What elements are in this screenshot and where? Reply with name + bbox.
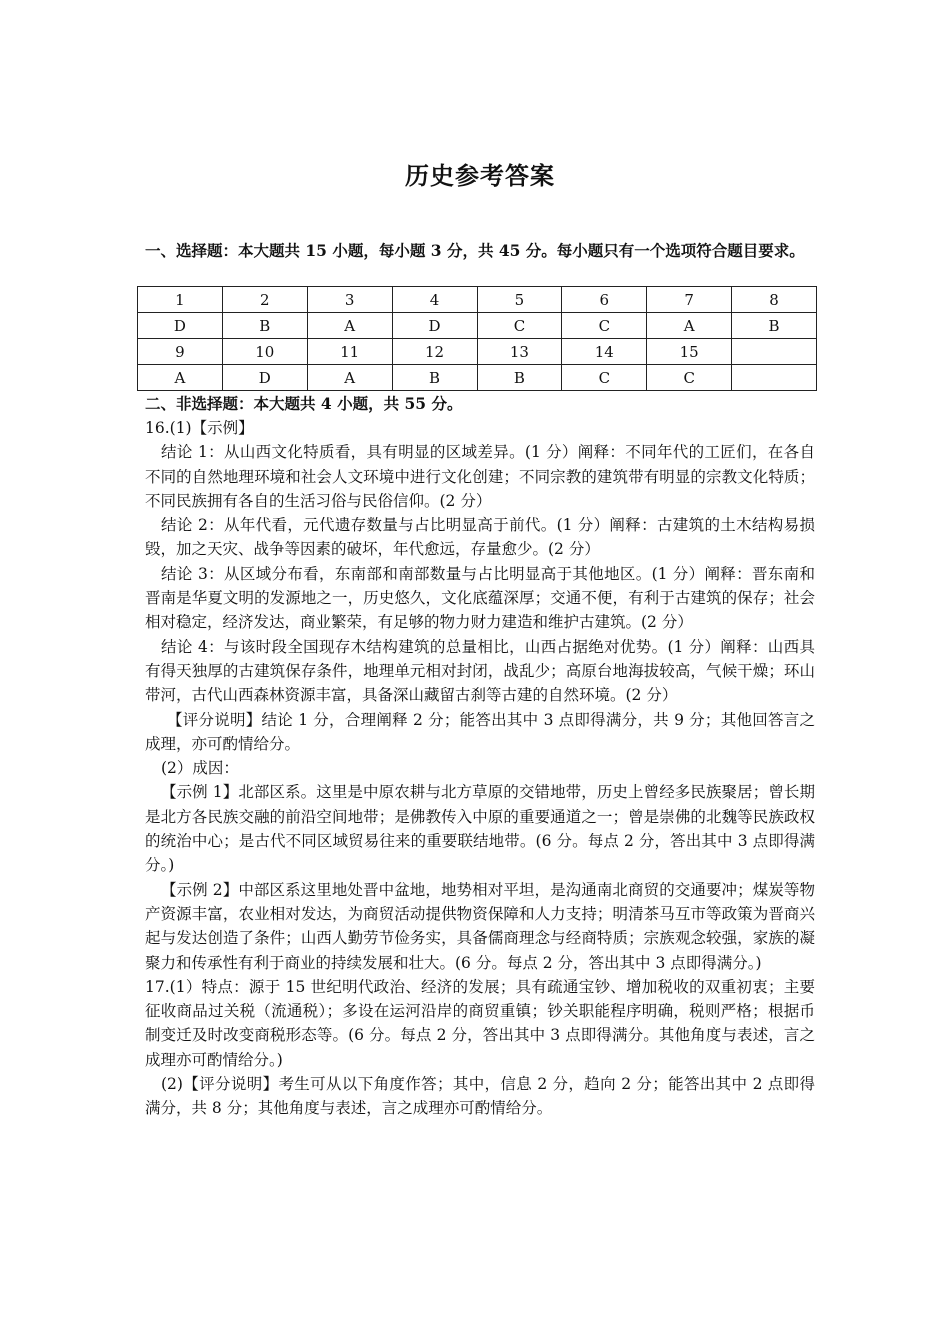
table-cell: B	[477, 365, 562, 391]
answer-table	[137, 286, 817, 391]
table-cell: B	[222, 313, 307, 339]
table-cell: 10	[222, 339, 307, 365]
table-cell: 2	[222, 287, 307, 313]
q16-part2-label: (2）成因：	[161, 759, 239, 778]
table-cell: 9	[138, 339, 223, 365]
q16-example-2: 【示例 2】中部区系这里地处晋中盆地，地势相对平坦，是沟通南北商贸的交通要冲；煤炭等物产资源丰富，农业相对发达，为商贸活动提供物资保障和人力支持；明清茶马互市等政策为晋商兴起与发达创造了条件；山西人勤劳节俭务实，具备儒商理念与经商特质；宗族观念较强，家族的凝聚力和传承性有利于商业的持续发展和壮大。(6 分。每点 2 分，答出其中 3 点即得满分。)	[145, 880, 815, 972]
q16-conclusion-3: 结论 3：从区域分布看，东南部和南部数量与占比明显高于其他地区。(1 分）阐释：晋东南和晋南是华夏文明的发源地之一，历史悠久，文化底蕴深厚；交通不便，有利于古建筑的保存；社会相对稳定，经济发达，商业繁荣，有足够的物力财力建造和维护古建筑。(2 分）	[145, 564, 815, 632]
table-cell	[732, 365, 817, 391]
table-row	[138, 365, 817, 391]
table-cell: C	[647, 365, 732, 391]
table-cell: 12	[392, 339, 477, 365]
table-cell: 8	[732, 287, 817, 313]
q16-conclusion-2: 结论 2：从年代看，元代遗存数量与占比明显高于前代。(1 分）阐释：古建筑的土木结构易损毁，加之天灾、战争等因素的破坏，年代愈远，存量愈少。(2 分）	[145, 516, 815, 559]
table-cell: 11	[307, 339, 392, 365]
table-cell: C	[562, 313, 647, 339]
table-cell: A	[307, 365, 392, 391]
table-cell: 14	[562, 339, 647, 365]
answer-body	[145, 416, 815, 1121]
table-cell: 15	[647, 339, 732, 365]
table-row	[138, 313, 817, 339]
section1-heading: 一、选择题：本大题共 15 小题，每小题 3 分，共 45 分。每小题只有一个选项符合题目要求。	[145, 241, 805, 260]
table-cell: D	[222, 365, 307, 391]
table-cell	[732, 339, 817, 365]
q17-part1: 17.(1）特点：源于 15 世纪明代政治、经济的发展；具有疏通宝钞、增加税收的双重初衷；主要征收商品过关税（流通税）；多设在运河沿岸的商贸重镇；钞关职能程序明确，税则严格；根据币制变迁及时改变商税形态等。(6 分。每点 2 分，答出其中 3 点即得满分。其他角度与表述，言之成理亦可酌情给分。)	[145, 977, 815, 1069]
table-cell: A	[307, 313, 392, 339]
table-cell: 5	[477, 287, 562, 313]
table-cell: 6	[562, 287, 647, 313]
table-cell: 4	[392, 287, 477, 313]
table-cell: 7	[647, 287, 732, 313]
q17-part2: (2)【评分说明】考生可从以下角度作答；其中，信息 2 分，趋向 2 分；能答出其中 2 点即得满分，共 8 分；其他角度与表述，言之成理亦可酌情给分。	[145, 1075, 815, 1118]
table-cell: B	[392, 365, 477, 391]
q16-conclusion-1: 结论 1：从山西文化特质看，具有明显的区域差异。(1 分）阐释：不同年代的工匠们，在各自不同的自然地理环境和社会人文环境中进行文化创建；不同宗教的建筑带有明显的宗教文化特质；不同民族拥有各自的生活习俗与民俗信仰。(2 分）	[145, 443, 815, 510]
section2-heading: 二、非选择题：本大题共 4 小题，共 55 分。	[145, 394, 463, 413]
q16-conclusion-4: 结论 4：与该时段全国现存木结构建筑的总量相比，山西占据绝对优势。(1 分）阐释：山西具有得天独厚的古建筑保存条件，地理单元相对封闭，战乱少；高原台地海拔较高，气候干燥；环山带河，古代山西森林资源丰富，具备深山藏留古刹等古建的自然环境。(2 分）	[145, 637, 815, 705]
table-cell: A	[138, 365, 223, 391]
table-cell: D	[138, 313, 223, 339]
page-title: 历史参考答案	[405, 161, 555, 190]
q16-example-1: 【示例 1】北部区系。这里是中原农耕与北方草原的交错地带，历史上曾经多民族聚居；曾长期是北方各民族交融的前沿空间地带；是佛教传入中原的重要通道之一；曾是崇佛的北魏等民族政权的统治中心；是古代不同区域贸易往来的重要联结地带。(6 分。每点 2 分，答出其中 3 点即得满分。)	[145, 783, 815, 875]
q16-label: 16.(1)【示例】	[145, 419, 254, 437]
table-row	[138, 287, 817, 313]
table-cell: 1	[138, 287, 223, 313]
table-cell: 3	[307, 287, 392, 313]
table-cell: A	[647, 313, 732, 339]
table-cell: D	[392, 313, 477, 339]
table-cell: B	[732, 313, 817, 339]
q16-scoring-note: 【评分说明】结论 1 分，合理阐释 2 分；能答出其中 3 点即得满分，共 9 分；其他回答言之成理，亦可酌情给分。	[145, 710, 815, 753]
table-cell: 13	[477, 339, 562, 365]
table-row	[138, 339, 817, 365]
table-cell: C	[562, 365, 647, 391]
table-cell: C	[477, 313, 562, 339]
